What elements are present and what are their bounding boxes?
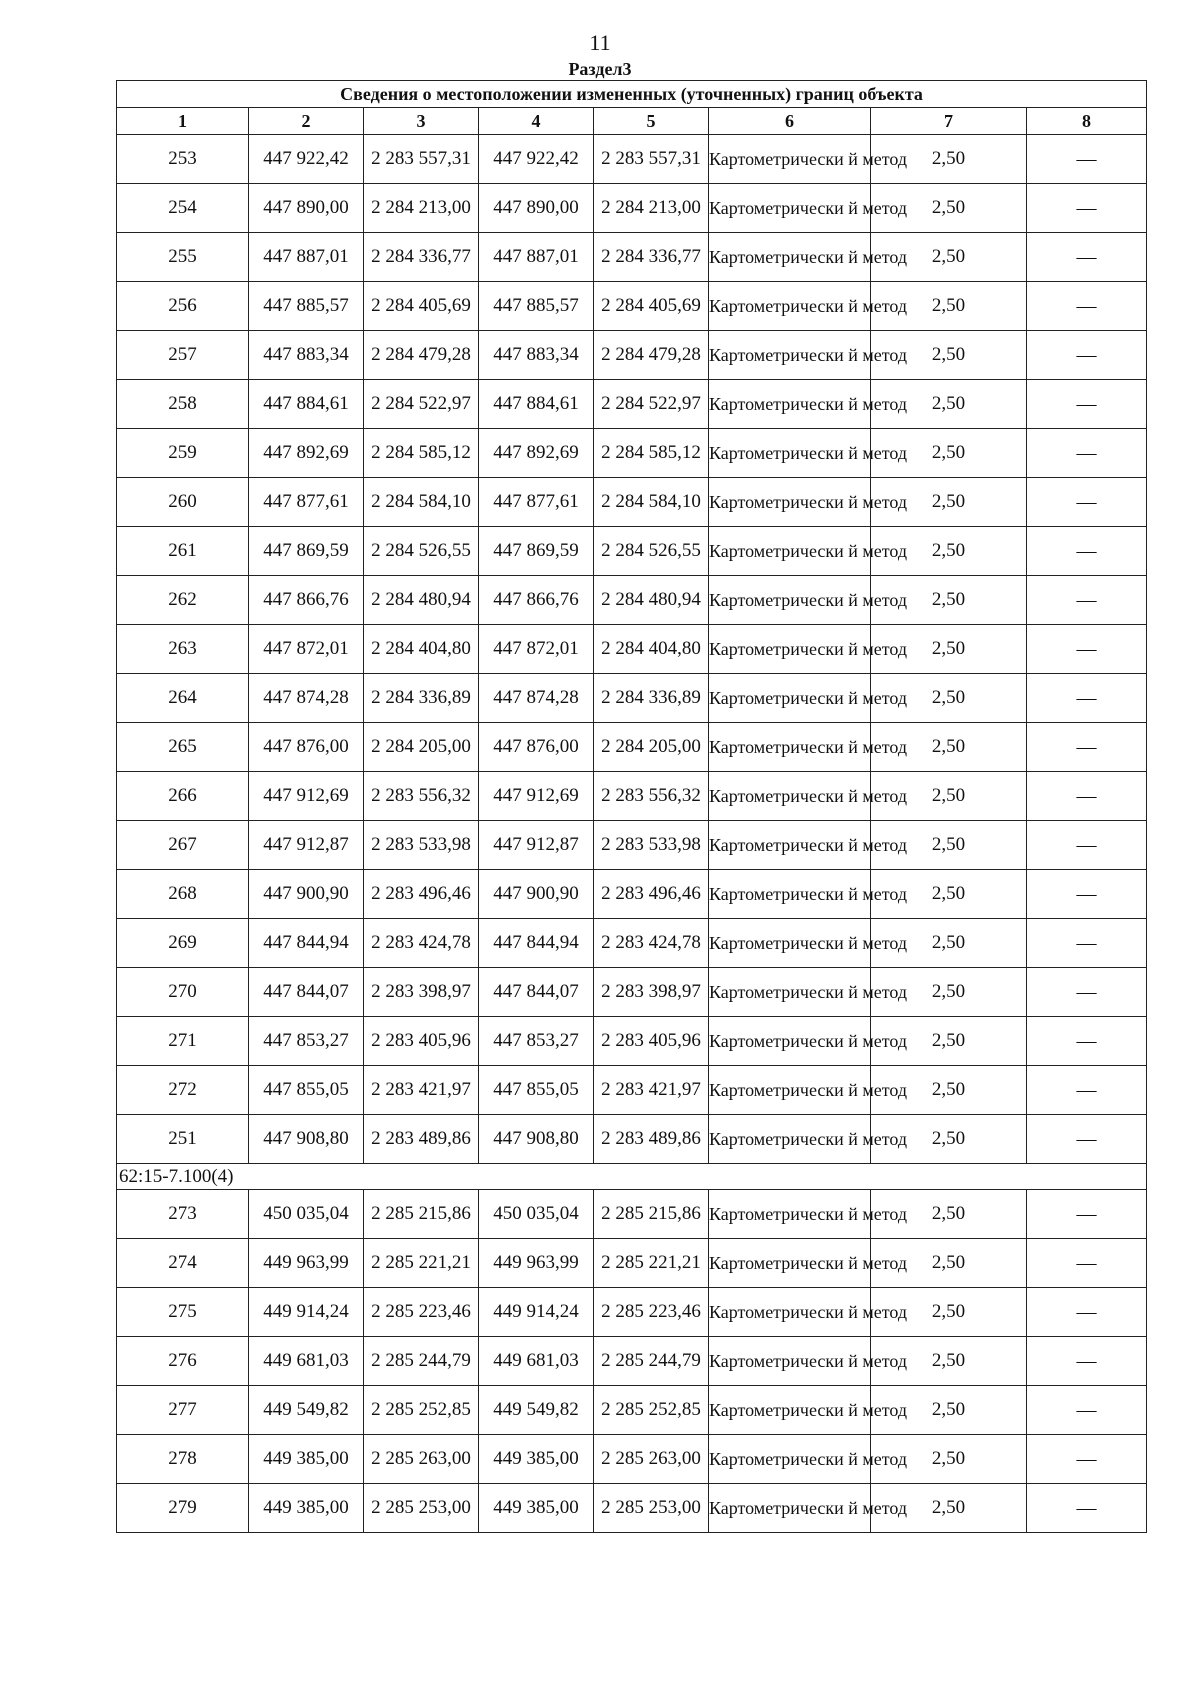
table-cell: 2 284 522,97 — [594, 380, 709, 429]
table-cell: 447 912,87 — [249, 821, 364, 870]
table-cell: 2 285 221,21 — [364, 1239, 479, 1288]
table-cell: — — [1027, 478, 1147, 527]
table-cell: 2 284 205,00 — [364, 723, 479, 772]
table-row — [117, 1017, 1147, 1066]
table-row — [117, 135, 1147, 184]
table-cell: 2 284 479,28 — [594, 331, 709, 380]
table-cell: 2,50 — [871, 870, 1027, 919]
table-cell: 2,50 — [871, 821, 1027, 870]
table-cell: — — [1027, 184, 1147, 233]
table-cell: 447 874,28 — [479, 674, 594, 723]
table-cell: 447 884,61 — [479, 380, 594, 429]
table-cell: 2,50 — [871, 1017, 1027, 1066]
table-cell: 2 284 405,69 — [364, 282, 479, 331]
table-cell: 449 549,82 — [479, 1386, 594, 1435]
table-cell: 266 — [117, 772, 249, 821]
table-cell: 447 912,87 — [479, 821, 594, 870]
group-header-row — [117, 1164, 1147, 1190]
table-cell: 2,50 — [871, 527, 1027, 576]
table-cell: — — [1027, 331, 1147, 380]
table-cell: — — [1027, 1190, 1147, 1239]
table-cell: 265 — [117, 723, 249, 772]
table-body — [117, 135, 1147, 1533]
table-cell: 277 — [117, 1386, 249, 1435]
table-row — [117, 723, 1147, 772]
table-cell: 447 922,42 — [249, 135, 364, 184]
table-cell: 447 876,00 — [249, 723, 364, 772]
table-cell: 269 — [117, 919, 249, 968]
table-cell: 447 912,69 — [479, 772, 594, 821]
table-cell: 2,50 — [871, 135, 1027, 184]
table-cell: Картометрически й метод — [709, 380, 871, 429]
table-cell: 2 284 526,55 — [594, 527, 709, 576]
table-cell: 2,50 — [871, 1066, 1027, 1115]
table-cell: 447 876,00 — [479, 723, 594, 772]
table-cell: 2 285 244,79 — [594, 1337, 709, 1386]
table-cell: 279 — [117, 1484, 249, 1533]
table-cell: 2 284 585,12 — [364, 429, 479, 478]
table-cell: 449 963,99 — [479, 1239, 594, 1288]
table-cell: 2 283 398,97 — [364, 968, 479, 1017]
table-cell: 447 844,94 — [479, 919, 594, 968]
table-cell: Картометрически й метод — [709, 233, 871, 282]
table-cell: 447 887,01 — [249, 233, 364, 282]
table-cell: 254 — [117, 184, 249, 233]
table-cell: Картометрически й метод — [709, 1288, 871, 1337]
table-cell: — — [1027, 282, 1147, 331]
table-cell: — — [1027, 674, 1147, 723]
table-cell: Картометрически й метод — [709, 772, 871, 821]
table-cell: 447 866,76 — [249, 576, 364, 625]
table-row — [117, 1239, 1147, 1288]
table-cell: 449 385,00 — [249, 1435, 364, 1484]
table-cell: 2 284 336,77 — [594, 233, 709, 282]
group-label: 62:15-7.100(4) — [117, 1164, 1147, 1190]
table-cell: 2 283 533,98 — [594, 821, 709, 870]
table-cell: Картометрически й метод — [709, 135, 871, 184]
table-cell: 447 874,28 — [249, 674, 364, 723]
table-row — [117, 772, 1147, 821]
table-cell: 447 892,69 — [249, 429, 364, 478]
column-header: 2 — [249, 108, 364, 135]
table-row — [117, 821, 1147, 870]
table-cell: — — [1027, 1484, 1147, 1533]
table-cell: — — [1027, 968, 1147, 1017]
table-cell: Картометрически й метод — [709, 919, 871, 968]
table-cell: 2 284 336,89 — [594, 674, 709, 723]
table-cell: 267 — [117, 821, 249, 870]
table-cell: 2 284 479,28 — [364, 331, 479, 380]
table-cell: 263 — [117, 625, 249, 674]
table-cell: 2 285 252,85 — [364, 1386, 479, 1435]
table-row — [117, 1115, 1147, 1164]
table-cell: 2,50 — [871, 919, 1027, 968]
table-cell: 2 283 405,96 — [364, 1017, 479, 1066]
table-cell: 2 285 263,00 — [594, 1435, 709, 1484]
table-cell: 2,50 — [871, 429, 1027, 478]
table-cell: 2 283 421,97 — [364, 1066, 479, 1115]
table-cell: 449 914,24 — [479, 1288, 594, 1337]
table-row — [117, 380, 1147, 429]
table-cell: 447 872,01 — [479, 625, 594, 674]
table-cell: 2,50 — [871, 723, 1027, 772]
table-cell: 447 890,00 — [479, 184, 594, 233]
page-number: 11 — [589, 30, 611, 55]
table-cell: 253 — [117, 135, 249, 184]
table-cell: Картометрически й метод — [709, 1017, 871, 1066]
column-header: 6 — [709, 108, 871, 135]
table-cell: — — [1027, 1115, 1147, 1164]
column-header: 5 — [594, 108, 709, 135]
table-cell: 2 284 522,97 — [364, 380, 479, 429]
table-row — [117, 576, 1147, 625]
table-cell: Картометрически й метод — [709, 478, 871, 527]
table-row — [117, 625, 1147, 674]
table-cell: 2 285 221,21 — [594, 1239, 709, 1288]
table-cell: Картометрически й метод — [709, 429, 871, 478]
table-cell: — — [1027, 919, 1147, 968]
table-row — [117, 968, 1147, 1017]
table-cell: 2,50 — [871, 331, 1027, 380]
table-cell: 260 — [117, 478, 249, 527]
table-cell: — — [1027, 429, 1147, 478]
table-cell: 2,50 — [871, 576, 1027, 625]
table-cell: Картометрически й метод — [709, 331, 871, 380]
table-cell: 447 900,90 — [249, 870, 364, 919]
table-cell: Картометрически й метод — [709, 184, 871, 233]
table-row — [117, 674, 1147, 723]
table-cell: 447 908,80 — [249, 1115, 364, 1164]
table-row — [117, 1288, 1147, 1337]
table-cell: — — [1027, 821, 1147, 870]
table-cell: 2 284 585,12 — [594, 429, 709, 478]
table-cell: 2,50 — [871, 184, 1027, 233]
table-cell: 449 549,82 — [249, 1386, 364, 1435]
table-cell: — — [1027, 1066, 1147, 1115]
column-header: 3 — [364, 108, 479, 135]
column-header-row — [117, 108, 1147, 135]
table-cell: — — [1027, 723, 1147, 772]
table-cell: 2 283 556,32 — [364, 772, 479, 821]
table-cell: 2,50 — [871, 968, 1027, 1017]
table-cell: 2,50 — [871, 1386, 1027, 1435]
table-cell: 2,50 — [871, 1288, 1027, 1337]
table-cell: — — [1027, 772, 1147, 821]
table-cell: 447 866,76 — [479, 576, 594, 625]
table-cell: 2 285 215,86 — [594, 1190, 709, 1239]
table-row — [117, 233, 1147, 282]
table-cell: 450 035,04 — [249, 1190, 364, 1239]
table-cell: 447 872,01 — [249, 625, 364, 674]
table-cell: Картометрически й метод — [709, 576, 871, 625]
table-cell: 447 844,07 — [479, 968, 594, 1017]
table-cell: 2 283 496,46 — [594, 870, 709, 919]
table-cell: Картометрически й метод — [709, 1435, 871, 1484]
table-cell: 449 681,03 — [249, 1337, 364, 1386]
table-cell: — — [1027, 1239, 1147, 1288]
table-cell: — — [1027, 1337, 1147, 1386]
table-cell: 2 283 557,31 — [364, 135, 479, 184]
table-cell: 271 — [117, 1017, 249, 1066]
table-cell: 447 900,90 — [479, 870, 594, 919]
table-row — [117, 1337, 1147, 1386]
table-cell: 274 — [117, 1239, 249, 1288]
table-cell: 447 887,01 — [479, 233, 594, 282]
table-row — [117, 1484, 1147, 1533]
table-cell: 261 — [117, 527, 249, 576]
table-cell: 2,50 — [871, 1484, 1027, 1533]
table-cell: Картометрически й метод — [709, 1190, 871, 1239]
table-cell: 447 869,59 — [249, 527, 364, 576]
table-cell: — — [1027, 625, 1147, 674]
table-cell: 449 385,00 — [479, 1435, 594, 1484]
table-cell: — — [1027, 576, 1147, 625]
table-cell: — — [1027, 527, 1147, 576]
table-cell: 2 284 213,00 — [594, 184, 709, 233]
table-cell: — — [1027, 233, 1147, 282]
table-cell: 447 877,61 — [249, 478, 364, 527]
table-row — [117, 1386, 1147, 1435]
table-cell: 447 855,05 — [249, 1066, 364, 1115]
table-cell: 2 285 223,46 — [594, 1288, 709, 1337]
table-cell: 2 284 336,77 — [364, 233, 479, 282]
table-cell: — — [1027, 1017, 1147, 1066]
table-cell: Картометрически й метод — [709, 723, 871, 772]
table-cell: 2 284 213,00 — [364, 184, 479, 233]
table-cell: Картометрически й метод — [709, 968, 871, 1017]
table-cell: 2,50 — [871, 674, 1027, 723]
table-cell: 2 284 405,69 — [594, 282, 709, 331]
table-cell: 2 283 533,98 — [364, 821, 479, 870]
table-row — [117, 282, 1147, 331]
table-cell: 2 284 480,94 — [594, 576, 709, 625]
table-cell: 2 285 263,00 — [364, 1435, 479, 1484]
table-cell: 275 — [117, 1288, 249, 1337]
table-cell: 2,50 — [871, 478, 1027, 527]
table-cell: 447 855,05 — [479, 1066, 594, 1115]
table-cell: 2 285 252,85 — [594, 1386, 709, 1435]
table-cell: 447 883,34 — [479, 331, 594, 380]
table-cell: 447 853,27 — [479, 1017, 594, 1066]
table-cell: Картометрически й метод — [709, 282, 871, 331]
column-header: 8 — [1027, 108, 1147, 135]
table-cell: 450 035,04 — [479, 1190, 594, 1239]
section-title: Раздел3 — [568, 59, 632, 79]
table-cell: 2 284 336,89 — [364, 674, 479, 723]
table-cell: 264 — [117, 674, 249, 723]
table-cell: Картометрически й метод — [709, 527, 871, 576]
table-cell: Картометрически й метод — [709, 870, 871, 919]
table-cell: Картометрически й метод — [709, 1337, 871, 1386]
column-header: 7 — [871, 108, 1027, 135]
table-cell: 449 681,03 — [479, 1337, 594, 1386]
table-cell: 2,50 — [871, 625, 1027, 674]
table-cell: 2 283 424,78 — [364, 919, 479, 968]
coordinates-table — [116, 80, 1147, 1533]
table-cell: 272 — [117, 1066, 249, 1115]
table-cell: 270 — [117, 968, 249, 1017]
table-cell: 273 — [117, 1190, 249, 1239]
table-cell: 2 284 404,80 — [594, 625, 709, 674]
table-cell: 2 284 526,55 — [364, 527, 479, 576]
table-cell: 2 284 480,94 — [364, 576, 479, 625]
table-cell: 2 285 253,00 — [364, 1484, 479, 1533]
table-cell: Картометрически й метод — [709, 821, 871, 870]
table-cell: 2 284 584,10 — [594, 478, 709, 527]
table-row — [117, 870, 1147, 919]
table-cell: 447 844,94 — [249, 919, 364, 968]
table-cell: 2 285 253,00 — [594, 1484, 709, 1533]
table-cell: 2 284 404,80 — [364, 625, 479, 674]
table-row — [117, 429, 1147, 478]
table-cell: 2,50 — [871, 1435, 1027, 1484]
table-cell: Картометрически й метод — [709, 1115, 871, 1164]
column-header: 1 — [117, 108, 249, 135]
table-cell: 258 — [117, 380, 249, 429]
table-cell: 447 908,80 — [479, 1115, 594, 1164]
table-cell: 2 283 405,96 — [594, 1017, 709, 1066]
table-cell: — — [1027, 1288, 1147, 1337]
table-cell: 2,50 — [871, 1115, 1027, 1164]
table-cell: 2,50 — [871, 380, 1027, 429]
table-row — [117, 331, 1147, 380]
table-cell: 2 283 489,86 — [364, 1115, 479, 1164]
table-cell: 449 914,24 — [249, 1288, 364, 1337]
table-cell: — — [1027, 380, 1147, 429]
table-cell: 447 912,69 — [249, 772, 364, 821]
table-cell: 2 283 424,78 — [594, 919, 709, 968]
table-cell: Картометрически й метод — [709, 674, 871, 723]
table-cell: Картометрически й метод — [709, 1239, 871, 1288]
column-header: 4 — [479, 108, 594, 135]
table-cell: 447 883,34 — [249, 331, 364, 380]
table-cell: — — [1027, 1386, 1147, 1435]
table-cell: 2 284 584,10 — [364, 478, 479, 527]
table-cell: 2 283 557,31 — [594, 135, 709, 184]
table-cell: 2,50 — [871, 1337, 1027, 1386]
table-cell: 255 — [117, 233, 249, 282]
table-cell: 262 — [117, 576, 249, 625]
table-cell: 2 283 421,97 — [594, 1066, 709, 1115]
table-row — [117, 1435, 1147, 1484]
table-cell: 259 — [117, 429, 249, 478]
table-row — [117, 527, 1147, 576]
table-cell: — — [1027, 1435, 1147, 1484]
table-row — [117, 478, 1147, 527]
table-cell: 2,50 — [871, 1239, 1027, 1288]
table-cell: 2 285 244,79 — [364, 1337, 479, 1386]
table-cell: 2 283 489,86 — [594, 1115, 709, 1164]
table-cell: 2 284 205,00 — [594, 723, 709, 772]
table-row — [117, 1190, 1147, 1239]
table-cell: 2,50 — [871, 772, 1027, 821]
table-cell: Картометрически й метод — [709, 625, 871, 674]
table-cell: — — [1027, 870, 1147, 919]
table-cell: 268 — [117, 870, 249, 919]
table-cell: 449 963,99 — [249, 1239, 364, 1288]
table-cell: 2,50 — [871, 233, 1027, 282]
table-cell: 447 892,69 — [479, 429, 594, 478]
table-caption: Сведения о местоположении измененных (уточненных) границ объекта — [117, 81, 1147, 108]
table-cell: 449 385,00 — [249, 1484, 364, 1533]
table-cell: 278 — [117, 1435, 249, 1484]
table-cell: 2 285 223,46 — [364, 1288, 479, 1337]
table-cell: 276 — [117, 1337, 249, 1386]
table-cell: — — [1027, 135, 1147, 184]
table-cell: Картометрически й метод — [709, 1484, 871, 1533]
table-row — [117, 919, 1147, 968]
table-cell: 447 853,27 — [249, 1017, 364, 1066]
table-cell: 447 869,59 — [479, 527, 594, 576]
table-cell: Картометрически й метод — [709, 1386, 871, 1435]
table-cell: 447 885,57 — [249, 282, 364, 331]
table-cell: 449 385,00 — [479, 1484, 594, 1533]
table-cell: 447 890,00 — [249, 184, 364, 233]
table-cell: 447 884,61 — [249, 380, 364, 429]
table-cell: 256 — [117, 282, 249, 331]
table-cell: 2,50 — [871, 1190, 1027, 1239]
table-cell: 251 — [117, 1115, 249, 1164]
table-cell: 447 877,61 — [479, 478, 594, 527]
table-cell: 257 — [117, 331, 249, 380]
table-cell: Картометрически й метод — [709, 1066, 871, 1115]
table-cell: 447 922,42 — [479, 135, 594, 184]
table-cell: 447 844,07 — [249, 968, 364, 1017]
table-cell: 2 283 496,46 — [364, 870, 479, 919]
table-cell: 2 285 215,86 — [364, 1190, 479, 1239]
table-row — [117, 1066, 1147, 1115]
table-cell: 447 885,57 — [479, 282, 594, 331]
table-row — [117, 184, 1147, 233]
table-cell: 2 283 556,32 — [594, 772, 709, 821]
table-cell: 2 283 398,97 — [594, 968, 709, 1017]
table-cell: 2,50 — [871, 282, 1027, 331]
